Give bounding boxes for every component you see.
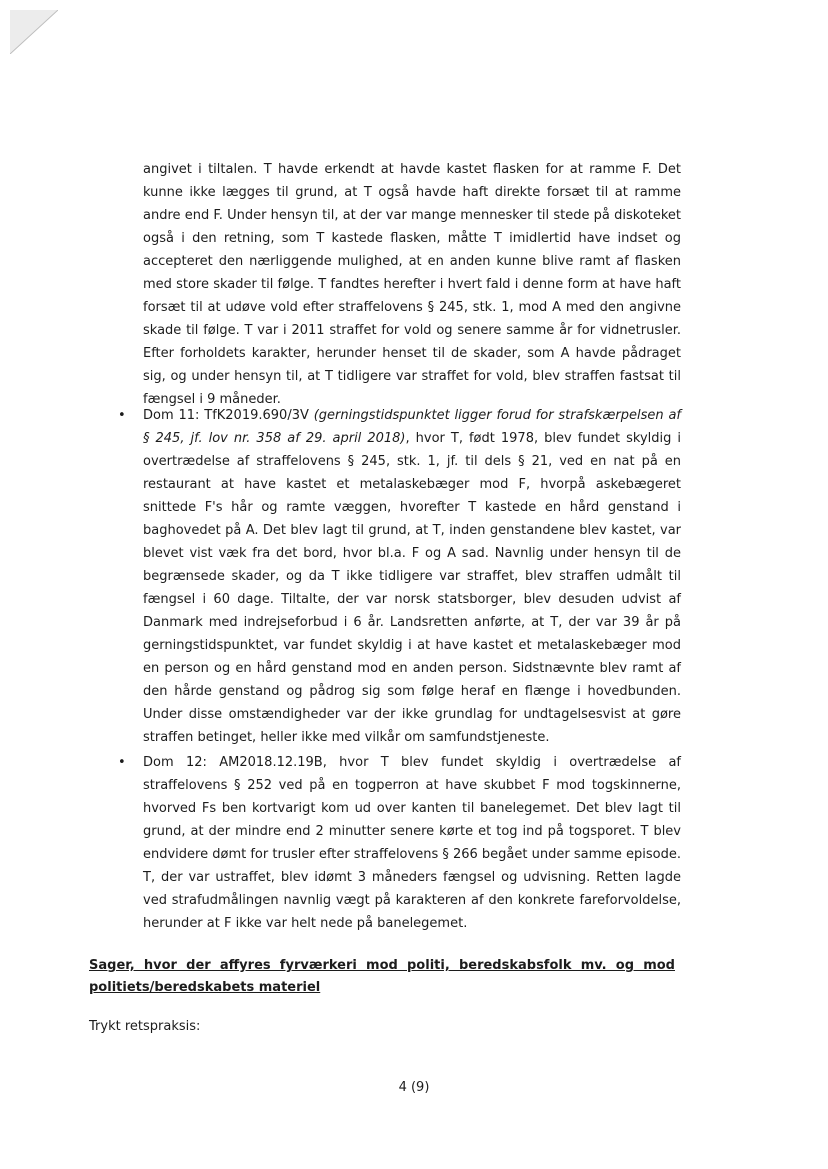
subheading: Trykt retspraksis:: [89, 1019, 201, 1034]
page-number: 4 (9): [398, 1080, 430, 1095]
bullet-icon: •: [118, 408, 126, 423]
bullet-icon: •: [118, 755, 126, 770]
bullet-body-text: , hvor T, født 1978, blev fundet skyldig i overtrædelse af straffelovens § 245, stk. 1, jf. til dels § 21, ved en nat på en restaurant at have kastet et metalaskebæger mod F, hvorpå askebægeret snittede F's hår og ramte væggen, hvorefter T kastede en hård genstand i baghovedet på A. Det blev lagt til grund, at T, inden genstandene blev kastet, var blevet vist væk fra det bord, hvor bl.a. F og A sad. Navnlig under hensyn til de begrænsede skader, og da T ikke tidligere var straffet, blev straffen udmålt til fængsel i 60 dage. Tiltalte, der var norsk statsborger, blev desuden udvist af Danmark med indrejseforbud i 6 år. Landsretten anførte, at T, der var 39 år på gerningstidspunktet, var fundet skyldig i at have kastet et metalaskebæger mod en person og en hård genstand mod en anden person. Sidstnævnte blev ramt af den hårde genstand og pådrog sig som følge heraf en flænge i hovedbunden. Under disse omstændigheder var der ikke grundlag for undtagelsesvist at gøre straffen betinget, heller ikke med vilkår om samfundstjeneste.: [143, 431, 682, 745]
bullet-lead-text: Dom 12: AM2018.12.19B, hvor T blev fundet skyldig i overtrædelse af straffelovens § 252 ved på en togperron at have skubbet F mod togskinnerne, hvorved Fs ben kortvarigt kom ud over kanten til banelegemet. Det blev lagt til grund, at der mindre end 2 minutter senere kørte et tog ind på togsporet. T blev endvidere dømt for trusler efter straffelovens § 266 begået under samme episode. T, der var ustraffet, blev idømt 3 måneders fængsel og udvisning. Retten lagde ved strafudmålingen navnlig vægt på karakteren af den konkrete fareforvoldelse, herunder at F ikke var helt nede på banelegemet.: [143, 755, 681, 931]
page-corner-fold-icon: [10, 10, 58, 54]
section-heading: Sager, hvor der affyres fyrværkeri mod politi, beredskabsfolk mv. og mod politiets/beredskabets materiel: [89, 958, 675, 995]
bullet-italic-note: (gerningstidspunktet ligger forud for strafskærpelsen af § 245, jf. lov nr. 358 af 29. april 2018): [143, 408, 681, 446]
intro-paragraph: angivet i tiltalen. T havde erkendt at havde kastet flasken for at ramme F. Det kunne ikke lægges til grund, at T også havde haft direkte forsæt til at ramme andre end F. Under hensyn til, at der var mange mennesker til stede på diskoteket også i den retning, som T kastede flasken, måtte T imidlertid have indset og accepteret den nærliggende mulighed, at en anden kunne blive ramt af flasken med store skader til følge. T fandtes herefter i hvert fald i denne form at have haft forsæt til at udøve vold efter straffelovens § 245, stk. 1, mod A med den angivne skade til følge. T var i 2011 straffet for vold og senere samme år for vidnetrusler. Efter forholdets karakter, herunder henset til de skader, som A havde pådraget sig, og under hensyn til, at T tidligere var straffet for vold, blev straffen fastsat til fængsel i 9 måneder.: [143, 162, 681, 407]
bullet-paragraph-dom-12: [143, 751, 681, 935]
bullet-lead-text: Dom 11: TfK2019.690/3V: [143, 408, 314, 423]
bullet-paragraph-dom-11: [143, 404, 681, 749]
